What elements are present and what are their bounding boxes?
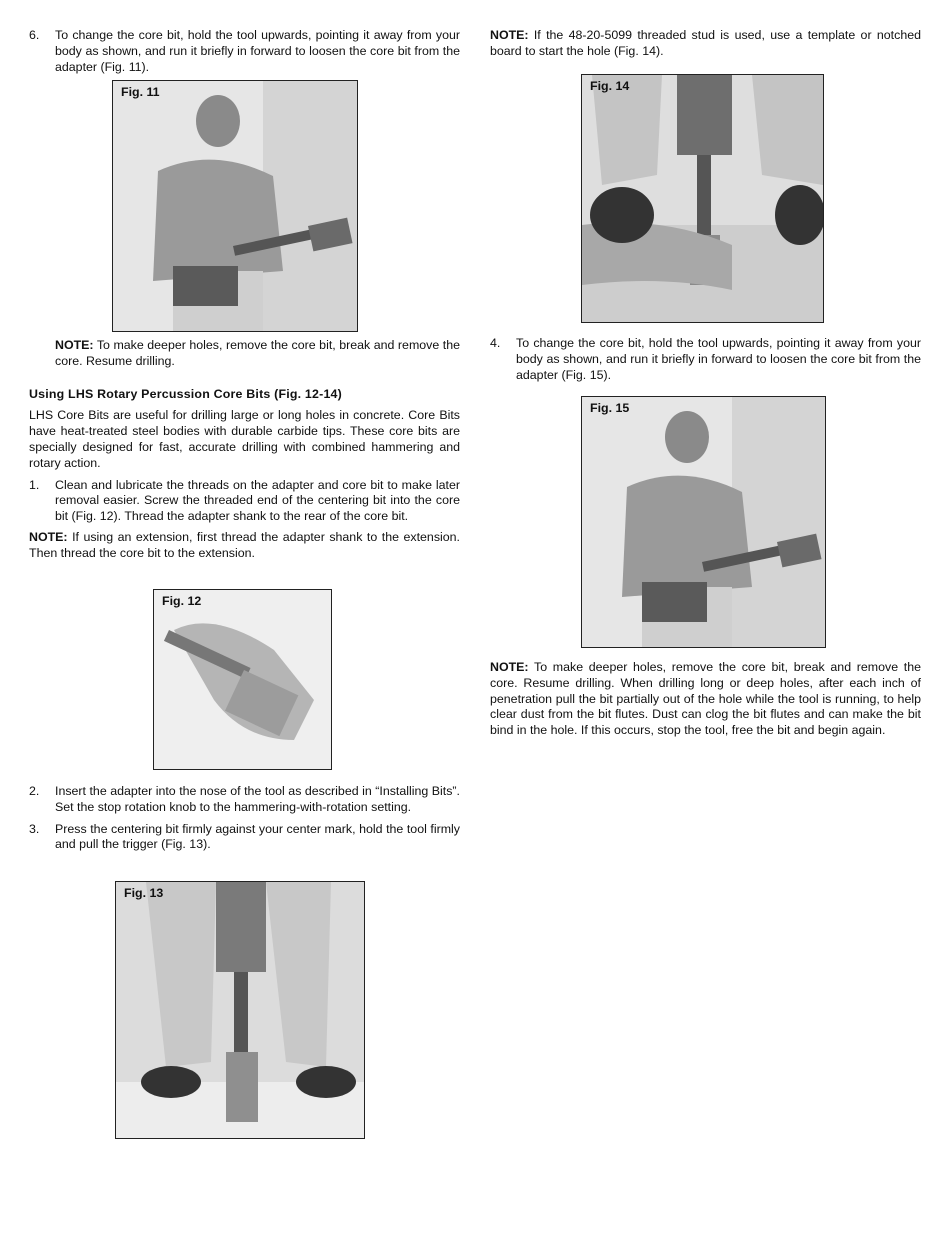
step-number: 1. xyxy=(29,477,40,492)
figure-label: Fig. 11 xyxy=(121,85,160,99)
figure-label: Fig. 14 xyxy=(590,79,630,93)
figure-label: Fig. 13 xyxy=(124,886,164,900)
note-label: NOTE: xyxy=(490,28,529,42)
left-column-3 xyxy=(29,784,460,853)
note-text: To make deeper holes, remove the core bit, break and remove the core. Resume drilling. xyxy=(55,338,460,368)
note-threaded-stud xyxy=(490,28,921,60)
figure-label: Fig. 12 xyxy=(162,594,202,608)
left-column xyxy=(29,28,460,75)
right-column-3 xyxy=(490,660,921,739)
left-column-2 xyxy=(29,338,460,562)
step-2 xyxy=(29,784,460,816)
intro-paragraph: LHS Core Bits are useful for drilling large or long holes in concrete. Core Bits have heat-treated steel bodies with durable carbide tips. These core bits are specially designed for fast, accurate drilling with combined hammering and rotary action. xyxy=(29,408,460,470)
figure-13 xyxy=(115,881,365,1139)
step-number: 3. xyxy=(29,821,40,836)
note-text: If the 48-20-5099 threaded stud is used, use a template or notched board to start the hole (Fig. 14). xyxy=(490,28,921,58)
step-number: 6. xyxy=(29,28,40,42)
note-label: NOTE: xyxy=(55,338,94,352)
step-text: Insert the adapter into the nose of the tool as described in “Installing Bits”. Set the stop rotation knob to the hammering-with-rotation setting. xyxy=(55,784,460,814)
step-text: Press the centering bit firmly against your center mark, hold the tool firmly and pull the trigger (Fig. 13). xyxy=(55,821,460,852)
step-1 xyxy=(29,478,460,525)
note-deep-holes xyxy=(490,660,921,739)
figure-12-photo xyxy=(154,590,331,769)
figure-13-photo xyxy=(116,882,364,1138)
figure-14-photo xyxy=(582,75,823,322)
note-text: To make deeper holes, remove the core bit, break and remove the core. Resume drilling. When drilling long or deep holes, after each inch of penetration pull the bit partially out of the hole while the tool is running, to help clear dust from the bit flutes. Dust can clog the bit flutes and can make the bit bind in the hole. If this occurs, stop the tool, free the bit and begin again. xyxy=(490,660,921,738)
figure-14 xyxy=(581,74,824,323)
figure-12 xyxy=(153,589,332,770)
step-6 xyxy=(29,28,460,75)
note-extension xyxy=(29,530,460,562)
figure-15 xyxy=(581,396,826,648)
step-text: To change the core bit, hold the tool upwards, pointing it away from your body as shown, and run it briefly in forward to loosen the core bit from the adapter (Fig. 15). xyxy=(516,336,921,382)
note-label: NOTE: xyxy=(29,529,68,544)
figure-label: Fig. 15 xyxy=(590,401,630,415)
step-text: Clean and lubricate the threads on the adapter and core bit to make later removal easier. Screw the threaded end of the centering bit into the core bit (Fig. 12). Thread the adapter shank to the rear of the core bit. xyxy=(55,477,460,524)
step-4 xyxy=(490,336,921,383)
section-heading: Using LHS Rotary Percussion Core Bits (Fig. 12-14) xyxy=(29,386,342,401)
figure-15-photo xyxy=(582,397,825,647)
step-number: 2. xyxy=(29,784,40,798)
figure-11 xyxy=(112,80,358,332)
note-text: If using an extension, first thread the adapter shank to the extension. Then thread the core bit to the extension. xyxy=(29,529,460,560)
note-deeper-holes xyxy=(29,338,460,370)
right-column xyxy=(490,28,921,60)
figure-11-photo xyxy=(113,81,357,331)
note-label: NOTE: xyxy=(490,660,529,674)
step-3 xyxy=(29,822,460,854)
right-column-2 xyxy=(490,336,921,383)
step-text: To change the core bit, hold the tool upwards, pointing it away from your body as shown, and run it briefly in forward to loosen the core bit from the adapter (Fig. 11). xyxy=(55,28,460,74)
step-number: 4. xyxy=(490,336,501,350)
